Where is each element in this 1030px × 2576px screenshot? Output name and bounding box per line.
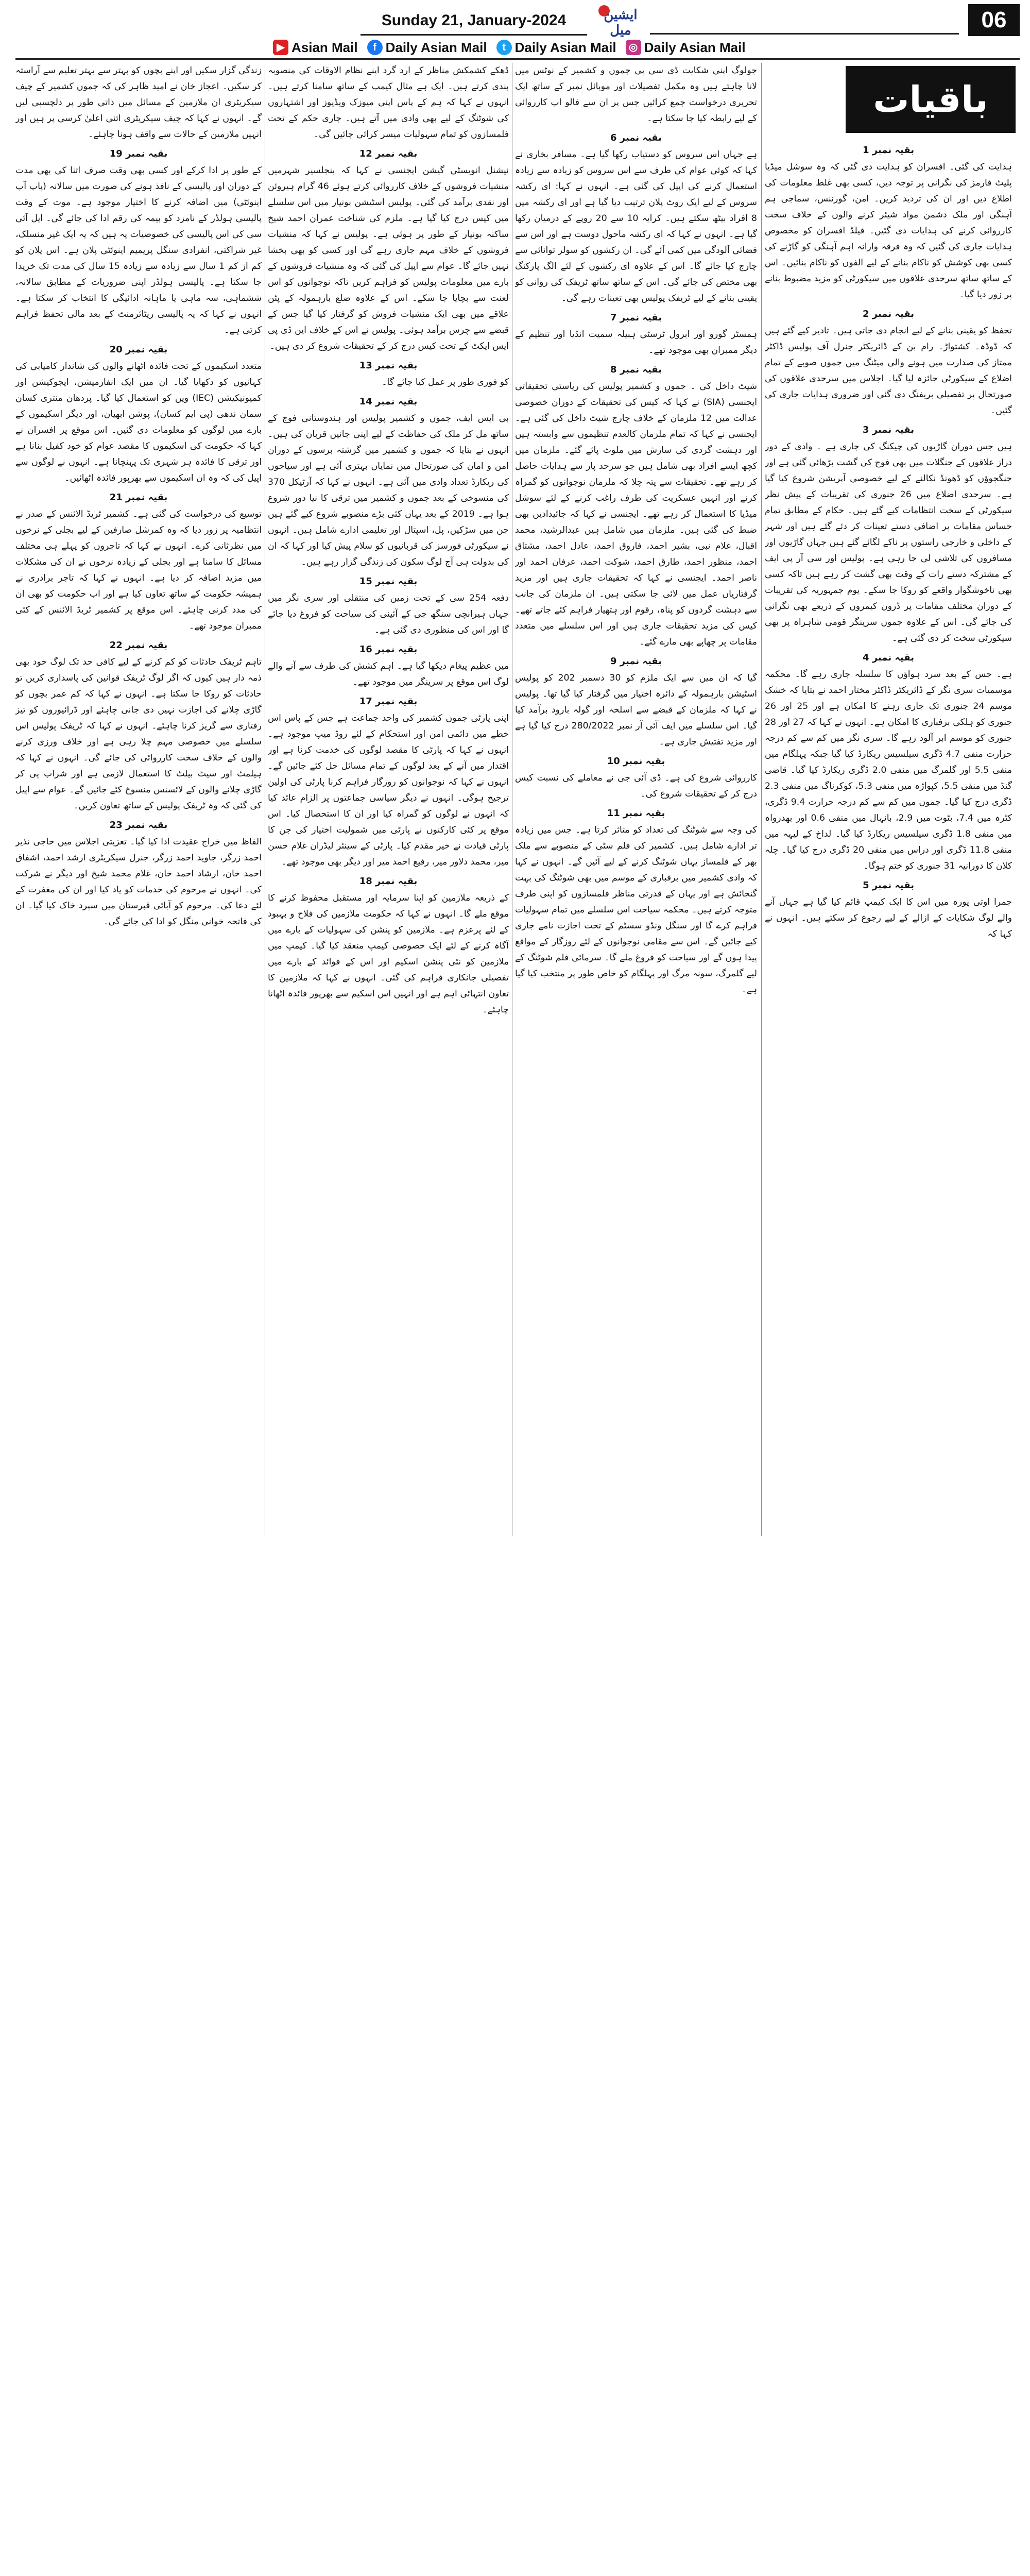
continuation-heading: بقیہ نمبر 7	[610, 312, 662, 323]
article-paragraph: کے ذریعہ ملازمین کو اپنا سرمایہ اور مستقبل محفوظ کرنے کا موقع ملے گا۔ انہوں نے کہا کہ حکومت ملازمین کی فلاح و بہبود کے لئے پرعزم ہے۔ ملازمین کو پنشن کی سہولیات کے بارے میں آگاہ کرنے کے لئے ایک خصوصی کیمپ منعقد کیا گیا۔ کیمپ میں ملازمین کو نئی پنشن اسکیم اور اس کے فوائد کے بارے میں تفصیلی جانکاری فراہم کی گئی۔ انہوں نے کہا کہ ملازمین کا تعاون انتہائی اہم ہے اور انہیں اس اسکیم سے بھرپور فائدہ اٹھانا چاہئے۔	[268, 893, 509, 1015]
continuation-heading: بقیہ نمبر 1	[862, 145, 915, 156]
article-paragraph: الفاظ میں خراج عقیدت ادا کیا گیا۔ تعزیتی اجلاس میں حاجی نذیر احمد زرگر، جاوید احمد زرگر، جنرل سیکریٹری ارشد احمد، اشفاق احمد خان، ارشاد احمد خان، غلام محمد شیخ اور دیگر نے شرکت کی۔ انہوں نے مرحوم کی خدمات کو یاد کیا اور ان کی مغفرت کے لئے دعا کی۔ مرحوم کو آبائی قبرستان میں سپرد خاک کیا گیا۔ ان کی فاتحہ خوانی منگل کو ادا کی جائے گی۔	[15, 837, 262, 927]
column-divider	[761, 63, 762, 1536]
social-links	[273, 37, 793, 58]
masthead	[0, 0, 1030, 59]
continuation-heading: بقیہ نمبر 13	[359, 360, 418, 371]
social-instagram[interactable]	[626, 40, 746, 56]
article-paragraph: ہے جہاں اس سروس کو دستیاب رکھا گیا ہے۔ مسافر بخاری نے کہا کہ کوئی عوام کی طرف سے اس سروس کو زیادہ سے زیادہ استعمال کرنے کی اپیل کی گئی ہے۔ انہوں نے کہا: ای رکشہ سروس کے لیے ایک روٹ پلان ترتیب دیا گیا ہے اور ای رکشہ میں 8 افراد بیٹھ سکتے ہیں۔ کرایہ 10 سے 20 روپے کے درمیان رکھا گیا ہے۔ انہوں نے کہا کہ ای رکشہ ماحول دوست ہے اور اس سے فضائی آلودگی میں کمی آئے گی۔ ان رکشوں کو سولر توانائی سے چارج کیا جائے گا۔ اس کے علاوہ ای رکشوں کے لئے الگ پارکنگ بھی مختص کی جائے گی۔ اس کے ساتھ ساتھ ٹریفک کی روانی کو یقینی بنانے کے لیے ٹریفک پولیس بھی تعینات رہے گی۔	[515, 149, 757, 303]
article-paragraph: شیٹ داخل کی ۔ جموں و کشمیر پولیس کی ریاستی تحقیقاتی ایجنسی (SIA) نے کہا کہ کیس کی تحقیقات کے دوران خصوصی عدالت میں 12 ملزمان کے خلاف چارج شیٹ داخل کی گئی ہے۔ ایجنسی نے کہا کہ تمام ملزمان کالعدم تنظیموں سے وابستہ ہیں اور دہشت گردی کی سازش میں ملوث پائے گئے۔ ملزمان میں کچھ ایسے افراد بھی شامل ہیں جو سرحد پار سے ہدایات حاصل کر رہے تھے۔ تحقیقات سے پتہ چلا کہ ملزمان نوجوانوں کو گمراہ کرنے اور انہیں عسکریت کی طرف راغب کرنے کے لئے سوشل میڈیا کا استعمال کر رہے تھے۔ ایجنسی نے کہا کہ جائیدادیں بھی ضبط کی گئی ہیں۔ ملزمان میں شامل ہیں عبدالرشید، محمد اقبال، غلام نبی، بشیر احمد، فاروق احمد، عادل احمد، مشتاق احمد، منظور احمد، طارق احمد، شوکت احمد، عرفان احمد اور ناصر احمد۔ ایجنسی نے کہا کہ تحقیقات جاری ہیں اور مزید گرفتاریاں عمل میں لائی جا سکتی ہیں۔ ان ملزمان کی جانب سے دہشت گردوں کو پناہ، رقوم اور ہتھیار فراہم کئے جاتے تھے۔ کیس کی مزید تحقیقات جاری ہیں اور اس سلسلے میں متعدد مقامات پر چھاپے بھی مارے گئے۔	[515, 381, 757, 647]
continuation-heading: بقیہ نمبر 5	[862, 880, 915, 891]
article-paragraph: ہمسٹر گورو اور ابرول ٹرسٹی ہبیلہ سمیت انڈیا اور تنظیم کے دیگر ممبران بھی موجود تھے۔	[515, 329, 757, 355]
social-label: Asian Mail	[291, 39, 358, 55]
continuation-heading: بقیہ نمبر 9	[610, 656, 662, 667]
header-divider	[15, 58, 1020, 60]
continuation-heading: بقیہ نمبر 16	[359, 644, 418, 655]
article-paragraph: جولوگ اپنی شکایت ڈی سی پی جموں و کشمیر کے نوٹس میں لانا چاہتے ہیں وہ مکمل تفصیلات اور موبائل نمبر کے ساتھ ایک تحریری درخواست جمع کرائیں جس پر ان سے فالو اپ کارروائی کے لیے رابطہ کیا جا سکتا ہے۔	[515, 65, 757, 124]
continuation-heading: بقیہ نمبر 21	[109, 492, 168, 503]
article-paragraph: ہے۔ جس کے بعد سرد ہواؤں کا سلسلہ جاری رہے گا۔ محکمہ موسمیات سری نگر کے ڈائریکٹر ڈاکٹر مختار احمد نے بتایا کہ خشک موسم 24 جنوری تک جاری رہنے کا امکان ہے اور 25 اور 26 جنوری کو ہلکی برفباری کا امکان ہے۔ انہوں نے کہا کہ 27 اور 28 جنوری کو موسم ابر آلود رہے گا۔ سری نگر میں کم سے کم درجہ حرارت منفی 4.7 ڈگری سیلسیس ریکارڈ کیا گیا جبکہ پہلگام میں منفی 5.5 اور گلمرگ میں منفی 2.0 ڈگری ریکارڈ کیا گیا۔ قاضی گنڈ میں منفی 5.5، کپواڑہ میں منفی 5.3، کوکرناگ میں منفی 2.3 ڈگری درج کیا گیا۔ جموں میں کم سے کم درجہ حرارت 9.4 ڈگری، کٹرہ میں 7.4، بٹوت میں 2.9، بانہال میں منفی 0.6 اور بھدرواہ میں منفی 1.8 ڈگری سیلسیس ریکارڈ کیا گیا۔ لداخ کے لیہہ میں منفی 11.8 ڈگری اور دراس میں منفی 20 ڈگری درج کیا گیا۔ چلہ کلان کا دورانیہ 31 جنوری کو ختم ہوگا۔	[765, 669, 1012, 871]
article-paragraph: تحفظ کو یقینی بنانے کے لیے انجام دی جاتی ہیں۔ تادیر کیے گئے ہیں کہ ڈوڈہ۔ کشتواڑ۔ رام بن کے ڈائریکٹر جنرل آف پولیس ڈاکٹر ممتاز کی صدارت میں ہونے والی میٹنگ میں جموں صوبے کے تمام اضلاع کے سیکورٹی جائزہ لیا گیا۔ اجلاس میں سرحدی علاقوں کی صورتحال پر تفصیلی بریفنگ دی گئی اور ضروری ہدایات جاری کی گئیں۔	[765, 326, 1012, 416]
continuation-heading: بقیہ نمبر 8	[610, 364, 662, 375]
column-2	[515, 63, 757, 1536]
continuation-heading: بقیہ نمبر 17	[359, 696, 418, 707]
article-paragraph: کو فوری طور پر عمل کیا جائے گا۔	[382, 377, 509, 387]
facebook-icon: f	[367, 40, 383, 55]
continuation-heading: بقیہ نمبر 10	[607, 756, 665, 767]
article-paragraph: دفعہ 254 سی کے تحت زمین کی منتقلی اور سری نگر میں جہاں ہیرانچی سنگھ جی کے آئینی کی سیاحت کو فروغ دیا جائے گا اور اس کی منظوری دی گئی ہے۔	[268, 593, 509, 635]
instagram-icon: ◎	[626, 40, 641, 55]
social-label: Daily Asian Mail	[514, 39, 616, 55]
logo-text: ایشین میل	[604, 7, 638, 38]
article-paragraph: جمرا اوتی پورہ میں اس کا ایک کیمپ قائم کیا گیا ہے جہاں آنے والے لوگ شکایات کے ازالے کے لیے رجوع کر سکتے ہیں۔ انہوں نے کہا کہ	[765, 897, 1012, 939]
youtube-icon: ▶	[273, 40, 288, 55]
continuation-heading: بقیہ نمبر 14	[359, 396, 418, 407]
continuation-heading: بقیہ نمبر 22	[109, 640, 168, 651]
continuation-heading: بقیہ نمبر 19	[109, 148, 168, 159]
continuation-heading: بقیہ نمبر 3	[862, 425, 915, 435]
header-rule	[650, 33, 959, 35]
continuation-heading: بقیہ نمبر 12	[359, 148, 418, 159]
article-paragraph: اپنی پارٹی جموں کشمیر کی واحد جماعت ہے جس کے پاس اس خطے میں دائمی امن اور استحکام کے لئے روڈ میپ موجود ہے۔ انہوں نے کہا کہ پارٹی کا مقصد لوگوں کی خدمت کرنا ہے اور اقتدار میں آنے کے بعد لوگوں کے تمام مسائل حل کئے جائیں گے۔ انہوں نے کہا کہ نوجوانوں کو روزگار فراہم کرنا پارٹی کی اولین ترجیح ہوگی۔ انہوں نے دیگر سیاسی جماعتوں پر الزام عائد کیا کہ انہوں نے لوگوں کو گمراہ کیا اور ان کا استحصال کیا۔ اس موقع پر کئی کارکنوں نے پارٹی میں شمولیت اختیار کی جن کا پارٹی قیادت نے خیر مقدم کیا۔ پارٹی کے سینئر لیڈران غلام حسن میر، محمد دلاور میر، رفیع احمد میر اور دیگر بھی موجود تھے۔	[268, 713, 509, 867]
twitter-icon: t	[496, 40, 512, 55]
article-paragraph: ہدایت کی گئی۔ افسران کو ہدایت دی گئی کہ وہ سوشل میڈیا پلیٹ فارمز کی نگرانی پر توجہ دیں، کسی بھی غلط معلومات کی اطلاع دیں اور ان کی تردید کریں۔ امن، گورننس، سماجی ہم آہنگی اور ملک دشمن مواد شیئر کرنے والوں کے خلاف سخت کارروائی کرنے کی ہدایات دی گئیں۔ فیلڈ افسران کو مخصوص ہدایات جاری کی گئیں کہ وہ فرقہ وارانہ اہم آہنگی کو گاڑنے کی کسی بھی کوشش کو ناکام بنانے کے لیے الفوں کو ناکام بنائیں۔ اس کے ساتھ ساتھ سرحدی علاقوں میں سیکورٹی کو مزید مضبوط بنانے پر زور دیا گیا۔	[765, 162, 1012, 300]
section-banner: باقیات	[846, 66, 1016, 133]
newspaper-logo	[592, 3, 649, 38]
article-paragraph: کی وجہ سے شوٹنگ کی تعداد کو متاثر کرتا ہے۔ جس میں زیادہ تر ادارے شامل ہیں۔ کشمیر کی فلم سٹی کے منصوبے سے ملک بھر کے فلمساز یہاں شوٹنگ کرنے کے لیے آئیں گے۔ انہوں نے کہا کہ وادی کشمیر میں برفباری کے موسم میں بھی شوٹنگ کی بہت گنجائش ہے اور یہاں کے قدرتی مناظر فلمسازوں کو اپنی طرف متوجہ کرتے ہیں۔ محکمہ سیاحت اس سلسلے میں تمام سہولیات فراہم کرے گا اور سنگل ونڈو سسٹم کے تحت اجازت نامے جاری کیے جائیں گے۔ اس سے مقامی نوجوانوں کے لئے روزگار کے مواقع پیدا ہوں گے اور سیاحت کو فروغ ملے گا۔ سرمائی فلم شوٹنگ کے لیے گلمرگ، سونہ مرگ اور پہلگام کو خاص طور پر منتخب کیا گیا ہے۔	[515, 825, 757, 995]
column-3	[268, 63, 509, 1536]
article-paragraph: میں عظیم پیغام دیکھا گیا ہے۔ اہم کشش کی طرف سے آنے والے لوگ اس موقع پر سرینگر میں موجود تھے۔	[268, 661, 509, 687]
continuation-heading: بقیہ نمبر 4	[862, 652, 915, 663]
article-paragraph: بی ایس ایف، جموں و کشمیر پولیس اور ہندوستانی فوج کے ساتھ مل کر ملک کی حفاظت کے لیے اپنی جانیں قربان کی ہیں۔ انہوں نے بتایا کہ جموں و کشمیر میں گزشتہ برسوں کے دوران امن و امان کی صورتحال میں نمایاں بہتری آئی ہے اور سیاحوں کی ریکارڈ تعداد وادی میں آئی ہے۔ انہوں نے کہا کہ آرٹیکل 370 کی منسوخی کے بعد جموں و کشمیر میں ترقی کا نیا دور شروع ہوا ہے۔ 2019 کے بعد یہاں کئی بڑے منصوبے شروع کیے گئے ہیں جن میں سڑکیں، پل، اسپتال اور تعلیمی ادارے شامل ہیں۔ انہوں نے سیکورٹی فورسز کی قربانیوں کو سلام پیش کیا اور کہا کہ ان کی بدولت ہی آج لوگ سکون کی زندگی گزار رہے ہیں۔	[268, 413, 509, 567]
article-paragraph: گیا کہ ان میں سے ایک ملزم کو 30 دسمبر 202 کو پولیس اسٹیشن بارہمولہ کے دائرہ اختیار میں گرفتار کیا گیا تھا۔ پولیس نے کہا کہ ملزمان کے قبضے سے اسلحہ اور گولہ بارود برآمد کیا گیا۔ اس سلسلے میں ایف آئی آر نمبر 280/2022 درج کیا گیا ہے اور مزید تفتیش جاری ہے۔	[515, 673, 757, 747]
article-paragraph: زندگی گزار سکیں اور اپنے بچوں کو بہتر سے بہتر تعلیم سے آراستہ کر سکیں۔ اعجاز خان نے امید ظاہر کی کہ جموں کشمیر کے چیف سیکریٹری ان ملازمین کے مسائل میں ذاتی طور پر دلچسپی لیں گے۔ انہوں نے کہا کہ چیف سیکریٹری اتنی اعلیٰ کرسی پر ہیں اور انہیں ملازمین کے حالات سے واقف ہونا چاہئے۔	[15, 65, 262, 140]
continuation-heading: بقیہ نمبر 18	[359, 876, 418, 887]
continuation-heading: بقیہ نمبر 6	[610, 132, 662, 143]
page-number: 06	[968, 4, 1020, 36]
column-1	[765, 139, 1012, 1537]
social-youtube[interactable]	[273, 40, 358, 56]
article-paragraph: توسیع کی درخواست کی گئی ہے۔ کشمیر ٹریڈ الائنس کے صدر نے انتظامیہ پر زور دیا کہ وہ کمرشل صارفین کے لیے بجلی کے نرخوں میں نظرثانی کرے۔ انہوں نے کہا کہ تاجروں کو پہلے ہی مختلف مسائل کا سامنا ہے اور بجلی کے زیادہ نرخوں نے ان کی مشکلات میں مزید اضافہ کر دیا ہے۔ انہوں نے کہا کہ تاجر برادری نے ہمیشہ حکومت کے ساتھ تعاون کیا ہے اور اب حکومت کو بھی ان کی مدد کرنی چاہئے۔ اس موقع پر کشمیر ٹریڈ الائنس کے کئی ممبران موجود تھے۔	[15, 509, 262, 631]
article-paragraph: نیشنل انویسٹی گیشن ایجنسی نے کہا کہ بنجلسیر شہرمیں منشیات فروشوں کے خلاف کارروائی کرتے ہوئے 46 گرام ہیروئن اور نقدی برآمد کی گئی۔ پولیس اسٹیشن بونیار میں اس سلسلے میں کیس درج کیا گیا ہے۔ ملزم کی شناخت عمران احمد شیخ ساکنہ بونیار کے طور پر ہوئی ہے۔ پولیس نے کہا کہ منشیات فروشوں کے خلاف مہم جاری رہے گی اور کسی کو بھی بخشا نہیں جائے گا۔ عوام سے اپیل کی گئی کہ وہ منشیات فروشوں کے بارے میں معلومات پولیس کو فراہم کریں تاکہ نوجوانوں کو اس لعنت سے بچایا جا سکے۔ اس کے علاوہ ضلع بارہمولہ کے پٹن علاقے میں بھی ایک منشیات فروش کو گرفتار کیا گیا جس کے قبضے سے چرس برآمد ہوئی۔ پولیس نے اس کے خلاف این ڈی پی ایس ایکٹ کے تحت کیس درج کر کے تحقیقات شروع کر دی ہیں۔	[268, 165, 509, 351]
social-facebook[interactable]	[367, 40, 487, 56]
article-paragraph: کے طور پر ادا کرکے اور کسی بھی وقت صرف اتنا کی بھی مدت کے دوران اور پالیسی کے نافذ ہونے کی صورت میں سالانہ (پاپ آپ اینوئٹی) میں اضافہ کرنے کا اختیار موجود ہے۔ موت کے وقت پالیسی ہولڈر کے نامزد کو بیمہ کی رقم ادا کی جائے گی۔ ایل آئی سی کی اس پالیسی کی خصوصیات یہ ہیں کہ یہ ایک غیر منسلک، غیر شراکتی، انفرادی سنگل پریمیم اینوئٹی پلان ہے۔ اس پلان کو کم از کم 1 سال سے زیادہ سے زیادہ 15 سال کی مدت تک خریدا جا سکتا ہے۔ پالیسی ہولڈر اپنی ضروریات کے مطابق سالانہ، ششماہی، سہ ماہی یا ماہانہ ادائیگی کا انتخاب کر سکتا ہے۔ انہوں نے کہا کہ یہ پالیسی ریٹائرمنٹ کے بعد مالی تحفظ فراہم کرتی ہے۔	[15, 165, 262, 335]
continuation-heading: بقیہ نمبر 20	[109, 344, 168, 355]
social-label: Daily Asian Mail	[644, 39, 746, 55]
article-paragraph: ہیں جس دوران گاڑیوں کی چیکنگ کی جاری ہے ۔ وادی کے دور دراز علاقوں کے جنگلات میں بھی فوج کی گشت بڑھائی گئی ہے اور جنگجوؤں کو ڈھونڈ نکالنے کے لیے خصوصی آپریشن شروع کیا گیا ہے۔ سرحدی اضلاع میں 26 جنوری کی تقریبات کے پیش نظر سیکورٹی کے سخت انتظامات کیے گئے ہیں۔ حکام کے مطابق تمام حساس مقامات پر اضافی دستے تعینات کر دئے گئے ہیں اور شہر کے داخلی و خارجی راستوں پر ناکے لگائے گئے ہیں جہاں گاڑیوں اور مسافروں کی تلاشی لی جا رہی ہے۔ پولیس اور سی آر پی ایف کے مشترکہ دستے رات کے وقت بھی گشت کر رہے ہیں تاکہ کسی بھی ناخوشگوار واقعے کو روکا جا سکے۔ یوم جمہوریہ کی تقریبات کے دوران مختلف مقامات پر ڈرون کیمروں کے ذریعے بھی نگرانی کی جائے گی۔ اس کے علاوہ جموں سرینگر قومی شاہراہ پر بھی سیکورٹی سخت کر دی گئی ہے۔	[765, 442, 1012, 643]
continuation-heading: بقیہ نمبر 11	[607, 808, 665, 819]
article-paragraph: ڈھکے کشمکش مناظر کے ارد گرد اپنے نظام الاوقات کی منصوبہ بندی کرتے ہیں۔ ایک ہے مثال کیمپ کے ساتھ سامنا کرتے ہیں۔ انہوں نے کہا کہ ہم کے پاس اپنی میوزک ویڈیوز اور اشتہاروں کی شوٹنگ کے لیے بھی وادی میں آتے ہیں۔ جاری حکم کے تحت فلمسازوں کو تمام سہولیات میسر کرائی جائیں گی۔	[268, 65, 509, 140]
continuation-heading: بقیہ نمبر 2	[862, 309, 915, 319]
social-twitter[interactable]	[496, 40, 616, 56]
article-paragraph: کارروائی شروع کی ہے۔ ڈی آئی جی نے معاملے کی نسبت کیس درج کر کے تحقیقات شروع کی۔	[515, 773, 757, 799]
continuation-heading: بقیہ نمبر 23	[109, 820, 168, 831]
continuation-heading: بقیہ نمبر 15	[359, 576, 418, 587]
article-paragraph: متعدد اسکیموں کے تحت فائدہ اٹھانے والوں کی شاندار کامیابی کی کہانیوں کو دکھایا گیا۔ ان میں ایک انفارمیشن، ایجوکیشن اور کمیونیکیشن (IEC) وین کو استعمال کیا گیا۔ پردھان منتری کسان سمان ندھی (پی ایم کسان)، پوشن ابھیان، اور دیگر اسکیموں کے بارے میں لوگوں کو معلومات دی گئیں۔ اس موقع پر افسران نے کہا کہ حکومت کی اسکیموں کا مقصد عوام کو خود کفیل بنانا ہے اور ترقی کا فائدہ ہر شہری تک پہنچانا ہے۔ انہوں نے لوگوں سے اپیل کی کہ وہ ان اسکیموں سے بھرپور فائدہ اٹھائیں۔	[15, 361, 262, 483]
print-registration-bar	[0, 1546, 1030, 1564]
column-4	[15, 63, 262, 1536]
social-label: Daily Asian Mail	[385, 39, 487, 55]
article-paragraph: تاہم ٹریفک حادثات کو کم کرنے کے لیے کافی حد تک لوگ خود بھی ذمہ دار ہیں کیوں کہ اگر لوگ ٹریفک قوانین کی پاسداری کریں تو حادثات کو روکا جا سکتا ہے۔ انہوں نے کہا کہ کم عمر بچوں کو گاڑی چلانے کی اجازت نہیں دی جانی چاہئے اور ڈرائیوروں کو تیز رفتاری سے گریز کرنا چاہئے۔ انہوں نے کہا کہ ٹریفک پولیس اس سلسلے میں خصوصی مہم چلا رہی ہے اور خلاف ورزی کرنے والوں کے خلاف سخت کارروائی کی جائے گی۔ انہوں نے کہا کہ ہیلمٹ اور سیٹ بیلٹ کا استعمال لازمی ہے اور شراب پی کر گاڑی چلانے والوں کے لائسنس منسوخ کئے جائیں گے۔ عوام سے اپیل کی گئی کہ وہ ٹریفک پولیس کے ساتھ تعاون کریں۔	[15, 657, 262, 811]
issue-date: Sunday 21, January-2024	[360, 7, 587, 36]
